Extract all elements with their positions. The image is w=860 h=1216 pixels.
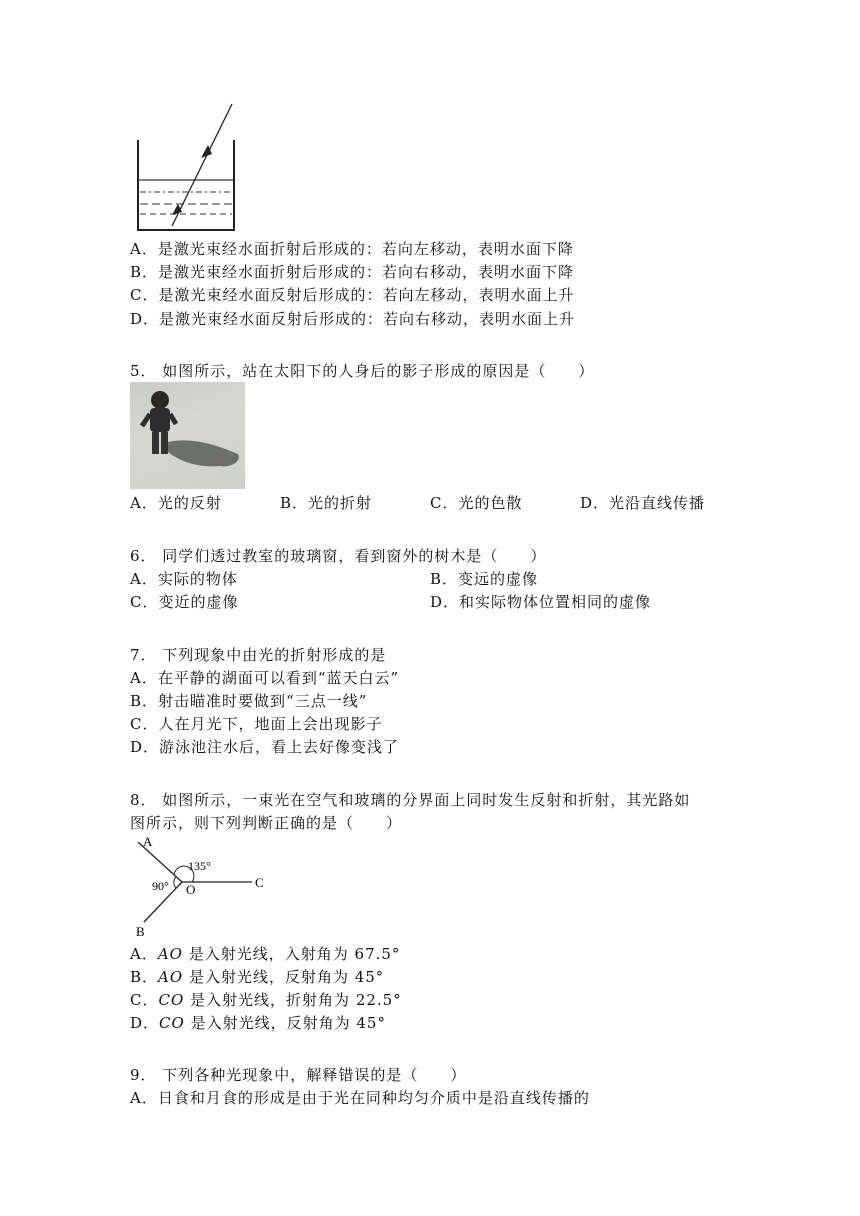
ray-label-b: B [136, 924, 145, 939]
angle-90-label: 90° [152, 879, 169, 893]
q7-option-b: B．射击瞄准时要做到“三点一线” [130, 692, 368, 710]
q5-option-b: B．光的折射 [280, 494, 373, 512]
q6-option-b: B．变远的虚像 [430, 570, 539, 588]
laser-container-figure [130, 100, 240, 235]
ray-label-a: A [143, 834, 153, 849]
q8-option-b: B．AO 是入射光线，反射角为 45° [130, 968, 385, 986]
angle-135-label: 135° [188, 859, 211, 873]
q7-option-d: D．游泳池注水后，看上去好像变浅了 [130, 738, 400, 756]
q7-stem: 7． 下列现象中由光的折射形成的是 [130, 646, 387, 664]
q8-stem-line2: 图所示，则下列判断正确的是（ ） [130, 814, 403, 832]
q6-option-a: A．实际的物体 [130, 570, 238, 588]
q7-option-a: A．在平静的湖面可以看到“蓝天白云” [130, 669, 400, 687]
ray-label-c: C [255, 875, 264, 890]
q5-option-d: D．光沿直线传播 [580, 494, 706, 512]
q9-option-a: A．日食和月食的形成是由于光在同种均匀介质中是沿直线传播的 [130, 1089, 590, 1107]
q8-option-c: C．CO 是入射光线，折射角为 22.5° [130, 991, 402, 1009]
ray-diagram [130, 832, 280, 940]
q4-option-a: A．是激光束经水面折射后形成的：若向左移动，表明水面下降 [130, 240, 574, 258]
q5-option-c: C．光的色散 [430, 494, 523, 512]
ray-label-o: O [186, 882, 196, 897]
q5-option-a: A．光的反射 [130, 494, 222, 512]
q8-option-a: A．AO 是入射光线，入射角为 67.5° [130, 945, 401, 963]
q5-stem: 5． 如图所示，站在太阳下的人身后的影子形成的原因是（ ） [130, 362, 595, 380]
q9-stem: 9． 下列各种光现象中，解释错误的是（ ） [130, 1066, 467, 1084]
q7-option-c: C．人在月光下，地面上会出现影子 [130, 715, 383, 733]
child-shadow-photo [130, 382, 245, 489]
q4-option-c: C．是激光束经水面反射后形成的：若向左移动，表明水面上升 [130, 286, 575, 304]
q4-option-b: B．是激光束经水面折射后形成的：若向右移动，表明水面下降 [130, 263, 575, 281]
q6-option-c: C．变近的虚像 [130, 593, 239, 611]
q6-stem: 6． 同学们透过教室的玻璃窗，看到窗外的树木是（ ） [130, 547, 547, 565]
q8-option-d: D．CO 是入射光线，反射角为 45° [130, 1014, 386, 1032]
q4-option-d: D．是激光束经水面反射后形成的：若向右移动，表明水面上升 [130, 310, 576, 328]
q8-stem-line1: 8． 如图所示，一束光在空气和玻璃的分界面上同时发生反射和折射，其光路如 [130, 791, 691, 809]
q6-option-d: D．和实际物体位置相同的虚像 [430, 593, 652, 611]
